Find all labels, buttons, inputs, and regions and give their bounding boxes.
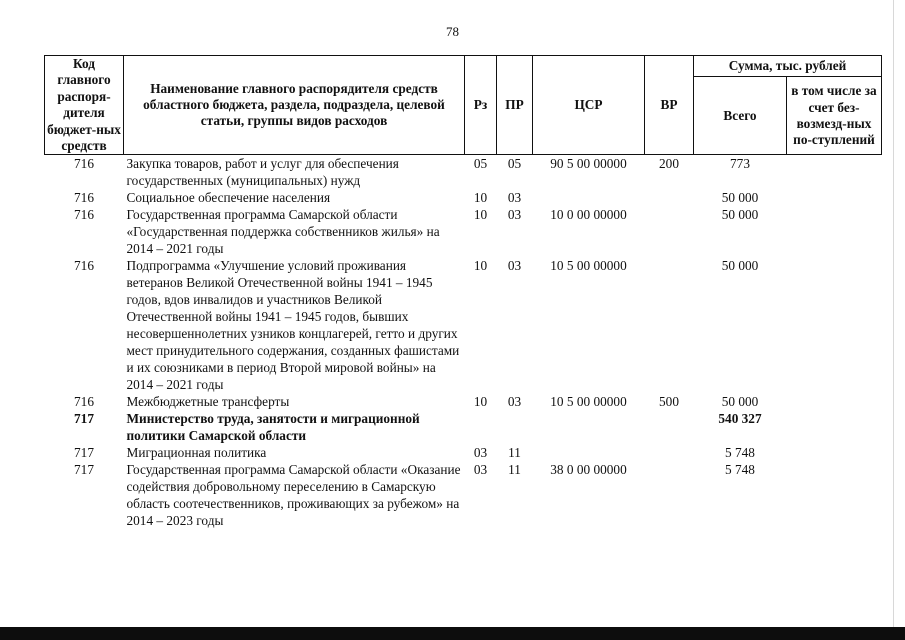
table-row — [45, 444, 882, 461]
cell-csr: 10 5 00 00000 — [550, 394, 627, 410]
cell-pr: 03 — [507, 394, 522, 410]
cell-free — [787, 444, 882, 461]
cell-vr — [645, 461, 694, 529]
cell-vr — [645, 189, 694, 206]
budget-table — [44, 55, 882, 529]
table-row — [45, 206, 882, 257]
cell-name: Министерство труда, занятости и миграционной политики Самарской области — [126, 411, 420, 444]
table-body — [45, 155, 882, 530]
cell-rz: 03 — [473, 445, 488, 461]
cell-vr — [645, 410, 694, 444]
cell-pr: 03 — [507, 190, 522, 206]
cell-pr: 03 — [507, 207, 522, 223]
cell-pr: 11 — [508, 462, 521, 478]
cell-rz: 10 — [473, 394, 488, 410]
cell-vr — [645, 206, 694, 257]
scan-shadow — [0, 627, 905, 640]
cell-name: Миграционная политика — [126, 445, 267, 461]
table-row — [45, 461, 882, 529]
cell-name: Межбюджетные трансферты — [126, 394, 290, 410]
header-code: Код главного распоря-дителя бюджет-ных средств — [45, 56, 124, 155]
cell-total: 50 000 — [721, 258, 759, 274]
page-number: 78 — [446, 24, 459, 39]
table-row — [45, 393, 882, 410]
cell-free — [787, 461, 882, 529]
cell-pr: 11 — [508, 445, 521, 461]
cell-free — [787, 257, 882, 393]
cell-vr: 200 — [659, 156, 679, 172]
cell-code: 717 — [74, 462, 94, 478]
cell-rz: 10 — [473, 258, 488, 274]
cell-csr — [533, 444, 645, 461]
cell-vr — [645, 444, 694, 461]
header-rz: Рз — [465, 56, 497, 155]
cell-total: 773 — [730, 156, 750, 172]
header-total: Всего — [694, 77, 787, 155]
table-row — [45, 257, 882, 393]
cell-rz: 05 — [473, 156, 488, 172]
cell-code: 716 — [74, 156, 94, 172]
cell-rz: 10 — [473, 207, 488, 223]
cell-rz — [465, 410, 497, 444]
header-sum-group: Сумма, тыс. рублей — [694, 56, 882, 77]
cell-total: 50 000 — [721, 207, 759, 223]
cell-total: 50 000 — [721, 394, 759, 410]
cell-free — [787, 206, 882, 257]
cell-code: 716 — [74, 394, 94, 410]
cell-csr: 90 5 00 00000 — [550, 156, 627, 172]
cell-name: Государственная программа Самарской области «Государственная поддержка собственников жилья» на 2014 – 2021 годы — [126, 207, 440, 257]
cell-free — [787, 155, 882, 190]
cell-vr: 500 — [659, 394, 679, 410]
table-header — [45, 56, 882, 155]
cell-csr: 10 0 00 00000 — [550, 207, 627, 223]
table-row — [45, 189, 882, 206]
cell-name: Подпрограмма «Улучшение условий проживания ветеранов Великой Отечественной войны 1941 – 1945 годов, вдов инвалидов и участников Великой Отечественной войны 1941 – 1945 годов, бывших несовершеннолетних узников концлагерей, гетто и других мест принудительного содержания, созданных фашистами и их союзниками в период Второй мировой войны» на 2014 – 2021 годы — [126, 258, 460, 393]
cell-csr: 38 0 00 00000 — [550, 462, 627, 478]
cell-pr: 05 — [507, 156, 522, 172]
header-csr: ЦСР — [533, 56, 645, 155]
cell-rz: 03 — [473, 462, 488, 478]
cell-name: Социальное обеспечение населения — [126, 190, 331, 206]
cell-free — [787, 410, 882, 444]
header-free: в том числе за счет без-возмезд-ных по-ступлений — [787, 77, 882, 155]
cell-total: 5 748 — [725, 462, 755, 478]
cell-name: Закупка товаров, работ и услуг для обеспечения государственных (муниципальных) нужд — [126, 156, 399, 189]
cell-free — [787, 189, 882, 206]
cell-free — [787, 393, 882, 410]
cell-total: 540 327 — [718, 411, 762, 427]
header-name: Наименование главного распорядителя средств областного бюджета, раздела, подраздела, целевой статьи, группы видов расходов — [124, 56, 465, 155]
cell-csr: 10 5 00 00000 — [550, 258, 627, 274]
cell-pr — [497, 410, 533, 444]
table-row — [45, 155, 882, 190]
cell-vr — [645, 257, 694, 393]
cell-code: 716 — [74, 190, 94, 206]
cell-code: 717 — [74, 445, 94, 461]
cell-code: 717 — [74, 411, 94, 427]
table-row — [45, 410, 882, 444]
header-vr: ВР — [645, 56, 694, 155]
cell-total: 5 748 — [725, 445, 755, 461]
cell-rz: 10 — [473, 190, 488, 206]
cell-csr — [533, 189, 645, 206]
cell-csr — [533, 410, 645, 444]
cell-code: 716 — [74, 207, 94, 223]
cell-code: 716 — [74, 258, 94, 274]
header-pr: ПР — [497, 56, 533, 155]
cell-name: Государственная программа Самарской области «Оказание содействия добровольному переселению в Самарскую область соотечественников, проживающих за рубежом» на 2014 – 2023 годы — [126, 462, 461, 529]
cell-total: 50 000 — [721, 190, 759, 206]
scan-edge — [893, 0, 894, 640]
cell-pr: 03 — [507, 258, 522, 274]
